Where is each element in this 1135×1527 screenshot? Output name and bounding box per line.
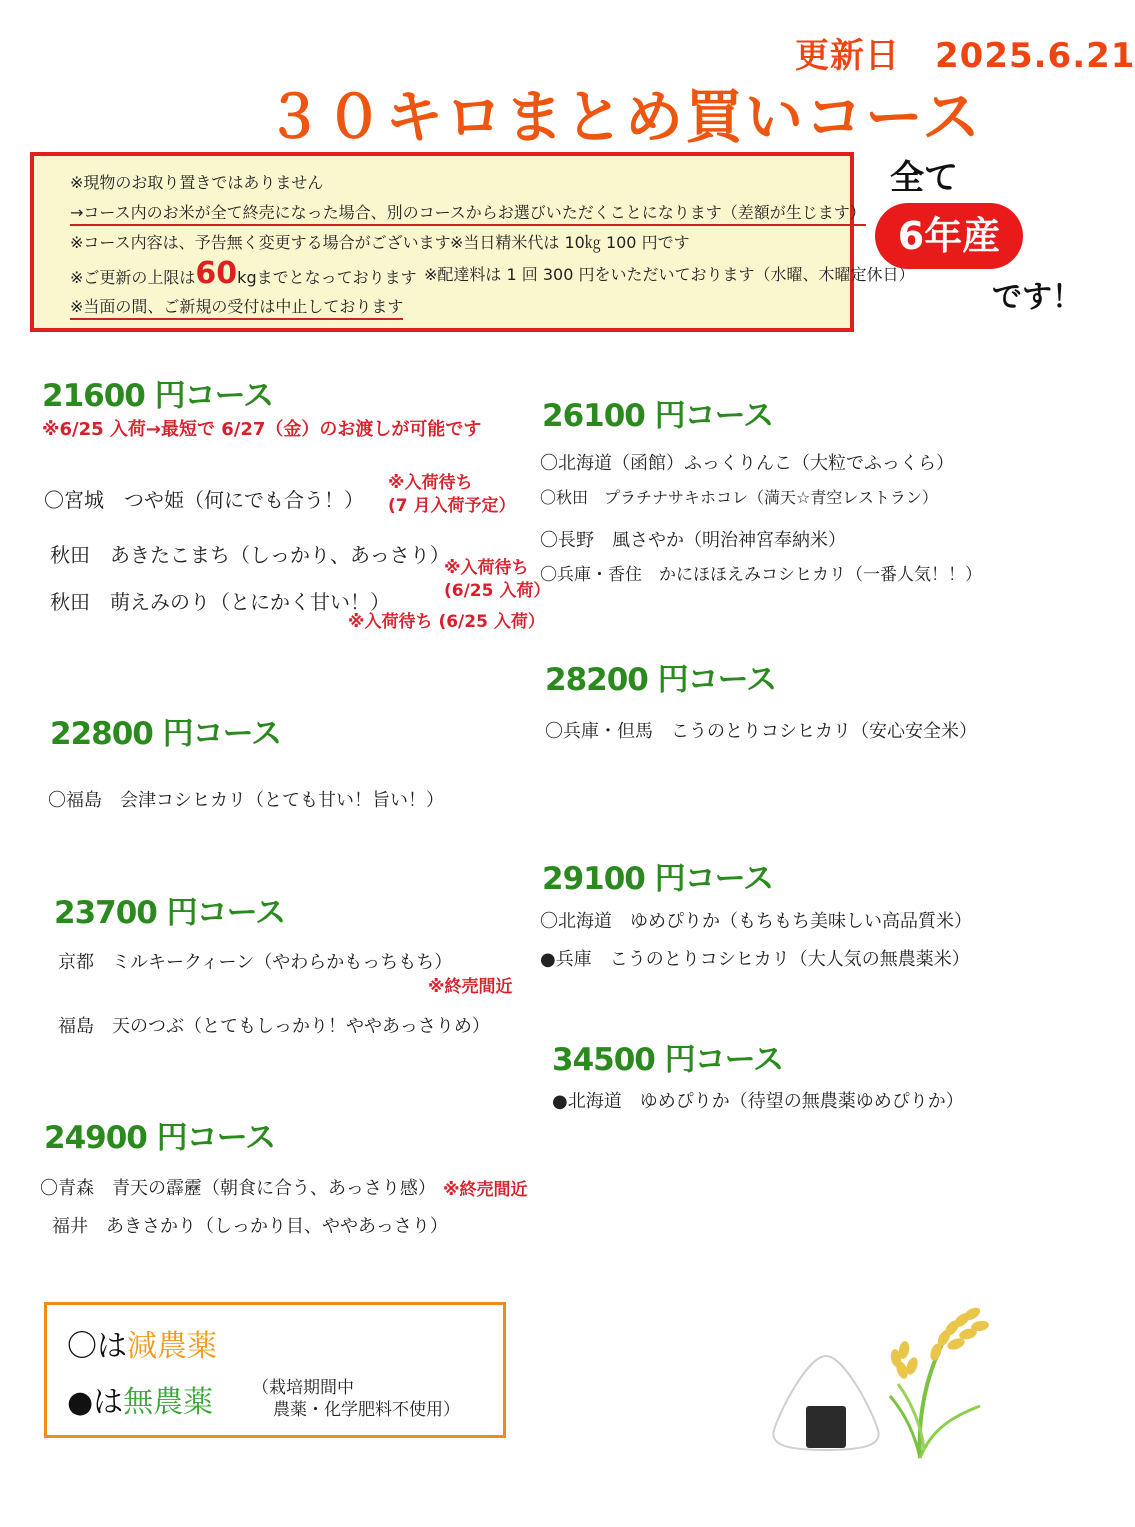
notice-line bbox=[70, 256, 417, 291]
legend-note: 農薬・化学肥料不使用） bbox=[273, 1400, 460, 1420]
rice-item: 〇秋田 プラチナサキホコレ（満天☆青空レストラン） bbox=[540, 488, 938, 507]
course-title: 24900 円コース bbox=[44, 1120, 276, 1156]
notice-line: ※現物のお取り置きではありません bbox=[70, 173, 324, 192]
notice-box bbox=[30, 152, 915, 332]
course-title: 34500 円コース bbox=[552, 1042, 784, 1078]
legend-note: （栽培期間中 bbox=[252, 1378, 354, 1398]
stock-tag: ※入荷待ち bbox=[388, 473, 473, 493]
notice-line: →コース内のお米が全て終売になった場合、別のコースからお選びいただくことになります（差額が生じます） bbox=[70, 200, 866, 226]
rice-item: 〇北海道（函館）ふっくりんこ（大粒でふっくら） bbox=[540, 453, 954, 474]
course-title: 21600 円コース bbox=[42, 378, 274, 414]
legend-mark: 〇は bbox=[67, 1329, 127, 1364]
course-title: 22800 円コース bbox=[50, 716, 282, 752]
rice-item: 〇兵庫・但馬 こうのとりコシヒカリ（安心安全米） bbox=[545, 721, 977, 742]
rice-item: 秋田 あきたこまち（しっかり、あっさり） bbox=[50, 543, 450, 567]
stock-tag: ※入荷待ち (6/25 入荷） bbox=[348, 612, 545, 632]
rice-plant-icon bbox=[884, 1300, 994, 1460]
legend-word: 無農薬 bbox=[123, 1385, 214, 1420]
rice-item: ●北海道 ゆめぴりか（待望の無農薬ゆめぴりか） bbox=[552, 1091, 964, 1112]
rice-item: 京都 ミルキークィーン（やわらかもっちもち） bbox=[58, 952, 453, 973]
notice-line: ※当日精米代は 10㎏ 100 円です bbox=[450, 233, 690, 252]
course-title: 23700 円コース bbox=[54, 895, 286, 931]
rice-item: 〇青森 青天の霹靂（朝食に合う、あっさり感） bbox=[40, 1178, 436, 1199]
rice-item: 〇兵庫・香住 かにほほえみコシヒカリ（一番人気！！） bbox=[540, 565, 982, 585]
rice-item: 〇北海道 ゆめぴりか（もちもち美味しい高品質米） bbox=[540, 911, 972, 932]
stock-tag: ※終売間近 bbox=[428, 977, 513, 997]
stock-tag: ※入荷待ち bbox=[444, 558, 529, 578]
course-title: 28200 円コース bbox=[545, 662, 777, 698]
legend-mark: ●は bbox=[67, 1385, 124, 1420]
course-note: ※6/25 入荷→最短で 6/27（金）のお渡しが可能です bbox=[42, 419, 482, 440]
rice-item: ●兵庫 こうのとりコシヒカリ（大人気の無農薬米） bbox=[540, 949, 970, 970]
limit-number: 60 bbox=[195, 256, 238, 291]
rice-item: 福島 天のつぶ（とてもしっかり！ややあっさりめ） bbox=[58, 1016, 490, 1037]
notice-line: ※コース内容は、予告無く変更する場合がございます bbox=[70, 233, 451, 252]
badge-top-text: 全て bbox=[890, 158, 958, 198]
rice-item: 〇福島 会津コシヒカリ（とても甘い！旨い！） bbox=[48, 790, 444, 811]
badge-bottom-text: です！ bbox=[992, 280, 1082, 315]
notice-line: ※当面の間、ご新規の受付は中止しております bbox=[70, 294, 403, 320]
course-title: 29100 円コース bbox=[542, 861, 774, 897]
course-title: 26100 円コース bbox=[542, 398, 774, 434]
rice-item: 〇長野 風さやか（明治神宮奉納米） bbox=[540, 530, 846, 551]
notice-line: ※配達料は 1 回 300 円をいただいております（水曜、木曜定休日） bbox=[424, 265, 915, 284]
notice-text: kgまでとなっております bbox=[237, 268, 417, 287]
stock-tag: ※終売間近 bbox=[443, 1180, 528, 1200]
legend-row bbox=[67, 1377, 213, 1421]
stock-tag: (7 月入荷予定） bbox=[388, 496, 516, 516]
rice-item: 福井 あきさかり（しっかり目、ややあっさり） bbox=[52, 1216, 448, 1237]
stock-tag: (6/25 入荷） bbox=[444, 581, 551, 601]
onigiri-icon bbox=[768, 1352, 884, 1452]
update-date: 更新日 2025.6.21 bbox=[795, 36, 1135, 76]
legend-box bbox=[44, 1302, 506, 1438]
legend-word: 減農薬 bbox=[127, 1329, 217, 1364]
rice-item: 秋田 萌えみのり（とにかく甘い！） bbox=[50, 590, 390, 614]
rice-item: 〇宮城 つや姫（何にでも合う！） bbox=[44, 488, 364, 512]
page-title: ３０キロまとめ買いコース bbox=[265, 83, 983, 151]
year-badge: 6年産 bbox=[875, 203, 1023, 269]
legend-row bbox=[67, 1321, 217, 1365]
notice-text: ※ご更新の上限は bbox=[70, 268, 196, 287]
